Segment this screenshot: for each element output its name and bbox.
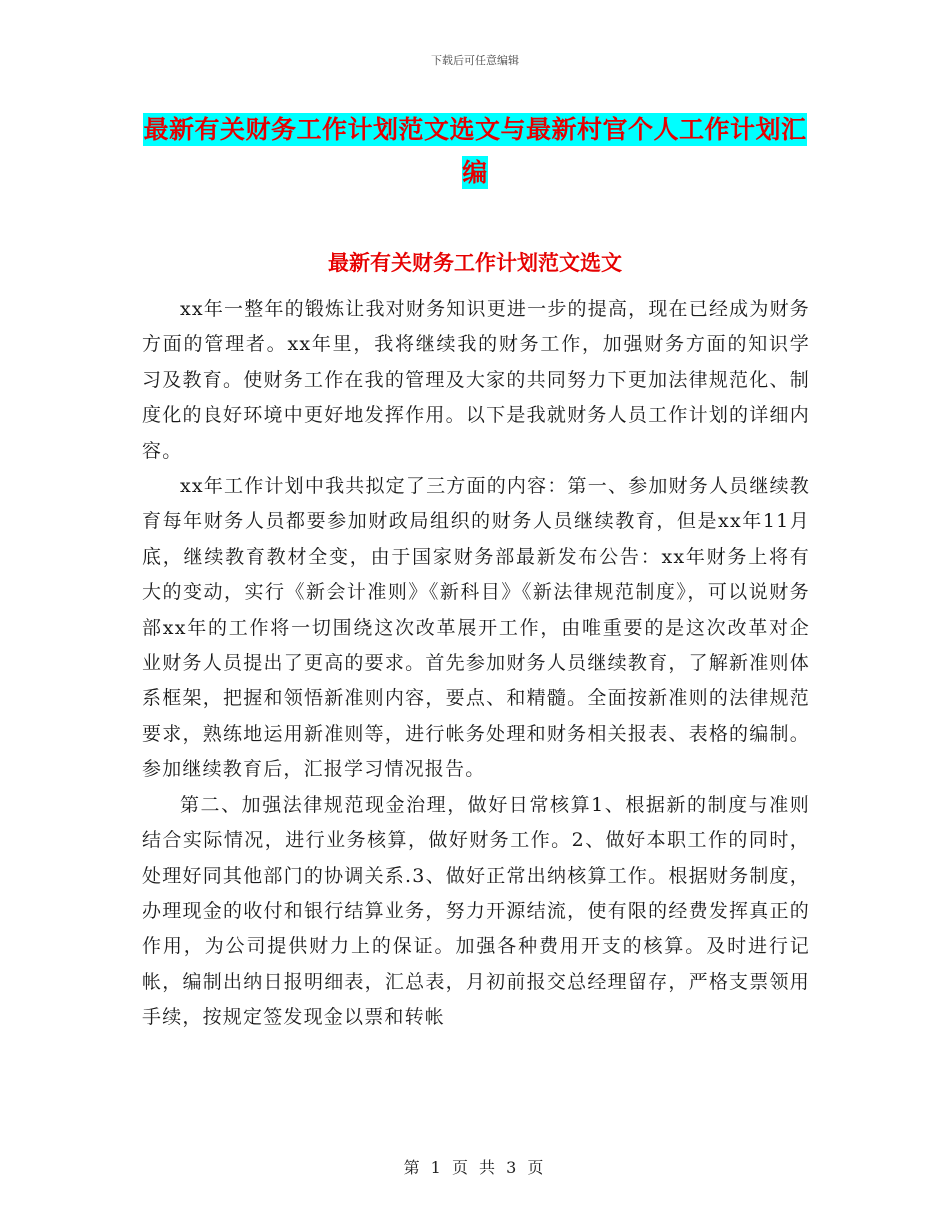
paragraph-1: xx年一整年的锻炼让我对财务知识更进一步的提高，现在已经成为财务方面的管理者。xx年里，我将继续我的财务工作，加强财务方面的知识学习及教育。使财务工作在我的管理及大家的共同努力下更加法律规范化、制度化的良好环境中更好地发挥作用。以下是我就财务人员工作计划的详细内容。 [142,298,810,462]
paragraph-3: 第二、加强法律规范现金治理，做好日常核算1、根据新的制度与准则结合实际情况，进行业务核算，做好财务工作。2、做好本职工作的同时，处理好同其他部门的协调关系.3、做好正常出纳核算工作。根据财务制度，办理现金的收付和银行结算业务，努力开源结流，使有限的经费发挥真正的作用，为公司提供财力上的保证。加强各种费用开支的核算。及时进行记帐，编制出纳日报明细表，汇总表，月初前报交总经理留存，严格支票领用手续，按规定签发现金以票和转帐 [142,793,810,1029]
paragraph-2: xx年工作计划中我共拟定了三方面的内容：第一、参加财务人员继续教育每年财务人员都要参加财政局组织的财务人员继续教育，但是xx年11月底，继续教育教材全变，由于国家财务部最新发布公告：xx年财务上将有大的变动，实行《新会计准则》《新科目》《新法律规范制度》，可以说财务部xx年的工作将一切围绕这次改革展开工作，由唯重要的是这次改革对企业财务人员提出了更高的要求。首先参加财务人员继续教育，了解新准则体系框架，把握和领悟新准则内容，要点、和精髓。全面按新准则的法律规范要求，熟练地运用新准则等，进行帐务处理和财务相关报表、表格的编制。参加继续教育后，汇报学习情况报告。 [142,475,810,781]
body-text [142,292,810,1036]
section-title: 最新有关财务工作计划范文选文 [328,251,622,275]
document-title [140,108,810,194]
header-note: 下载后可任意编辑 [431,54,519,67]
page-number-footer: 第 1 页 共 3 页 [403,1158,547,1177]
document-title-text: 最新有关财务工作计划范文选文与最新村官个人工作计划汇编 [143,115,807,187]
